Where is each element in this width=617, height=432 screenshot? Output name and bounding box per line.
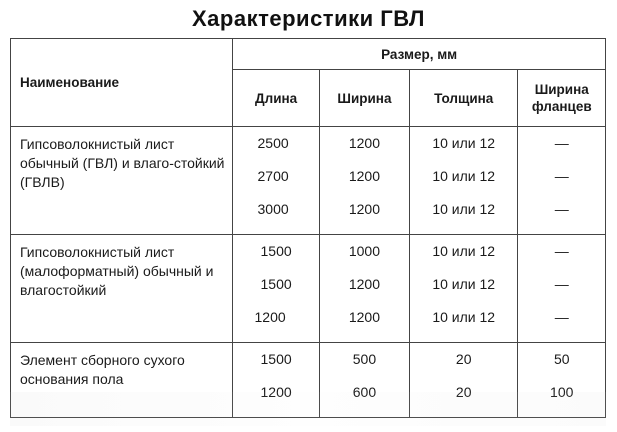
thickness-value: 20 (455, 384, 472, 400)
width-value: 1200 (348, 201, 380, 217)
length-value: 1500 (260, 276, 292, 292)
width-value: 500 (352, 351, 377, 367)
specs-table (10, 38, 606, 418)
table-row (11, 127, 606, 235)
flange-value: 50 (553, 351, 570, 367)
row-name: Гипсоволокнистый лист обычный (ГВЛ) и влаго-стойкий (ГВЛВ) (11, 127, 233, 235)
length-value: 1200 (254, 309, 286, 325)
thickness-value: 10 или 12 (432, 168, 496, 184)
header-row-top (11, 39, 606, 70)
flange-value: 100 (550, 384, 574, 400)
thickness-value: 10 или 12 (432, 243, 496, 259)
thickness-value: 10 или 12 (432, 135, 496, 151)
width-value: 1200 (348, 135, 380, 151)
column-header-size-group: Размер, мм (233, 39, 606, 70)
flange-value: — (554, 168, 569, 184)
length-value: 3000 (257, 201, 289, 217)
width-value: 600 (352, 384, 377, 400)
column-header-width: Ширина (319, 70, 409, 127)
column-header-thickness: Толщина (409, 70, 518, 127)
blurred-footer-area (10, 392, 606, 426)
length-value: 1500 (260, 351, 292, 367)
length-value: 1500 (260, 243, 292, 259)
width-cell (319, 127, 409, 235)
length-value: 2700 (257, 168, 289, 184)
thickness-cell (409, 235, 518, 343)
flange-cell (518, 127, 606, 235)
thickness-value: 10 или 12 (432, 276, 496, 292)
thickness-value: 10 или 12 (432, 201, 496, 217)
length-cell (233, 127, 320, 235)
thickness-value: 20 (455, 351, 472, 367)
length-cell (233, 235, 320, 343)
flange-value: — (554, 135, 569, 151)
width-value: 1200 (348, 309, 380, 325)
thickness-value: 10 или 12 (432, 309, 496, 325)
flange-value: — (554, 243, 569, 259)
row-name: Гипсоволокнистый лист (малоформатный) обычный и влагостойкий (11, 235, 233, 343)
column-header-flange-width: Ширина фланцев (518, 70, 606, 127)
width-value: 1200 (348, 168, 380, 184)
page-title: Характеристики ГВЛ (192, 6, 425, 31)
width-cell (319, 235, 409, 343)
table-row (11, 235, 606, 343)
length-value: 1200 (260, 384, 292, 400)
length-value: 2500 (257, 135, 289, 151)
flange-value: — (554, 276, 569, 292)
thickness-cell (409, 127, 518, 235)
flange-value: — (554, 201, 569, 217)
width-value: 1000 (348, 243, 380, 259)
flange-value: — (554, 309, 569, 325)
column-header-name: Наименование (11, 39, 233, 127)
flange-cell (518, 235, 606, 343)
column-header-length: Длина (233, 70, 320, 127)
row-name: Элемент сборного сухого основания пола (11, 343, 233, 418)
width-value: 1200 (348, 276, 380, 292)
